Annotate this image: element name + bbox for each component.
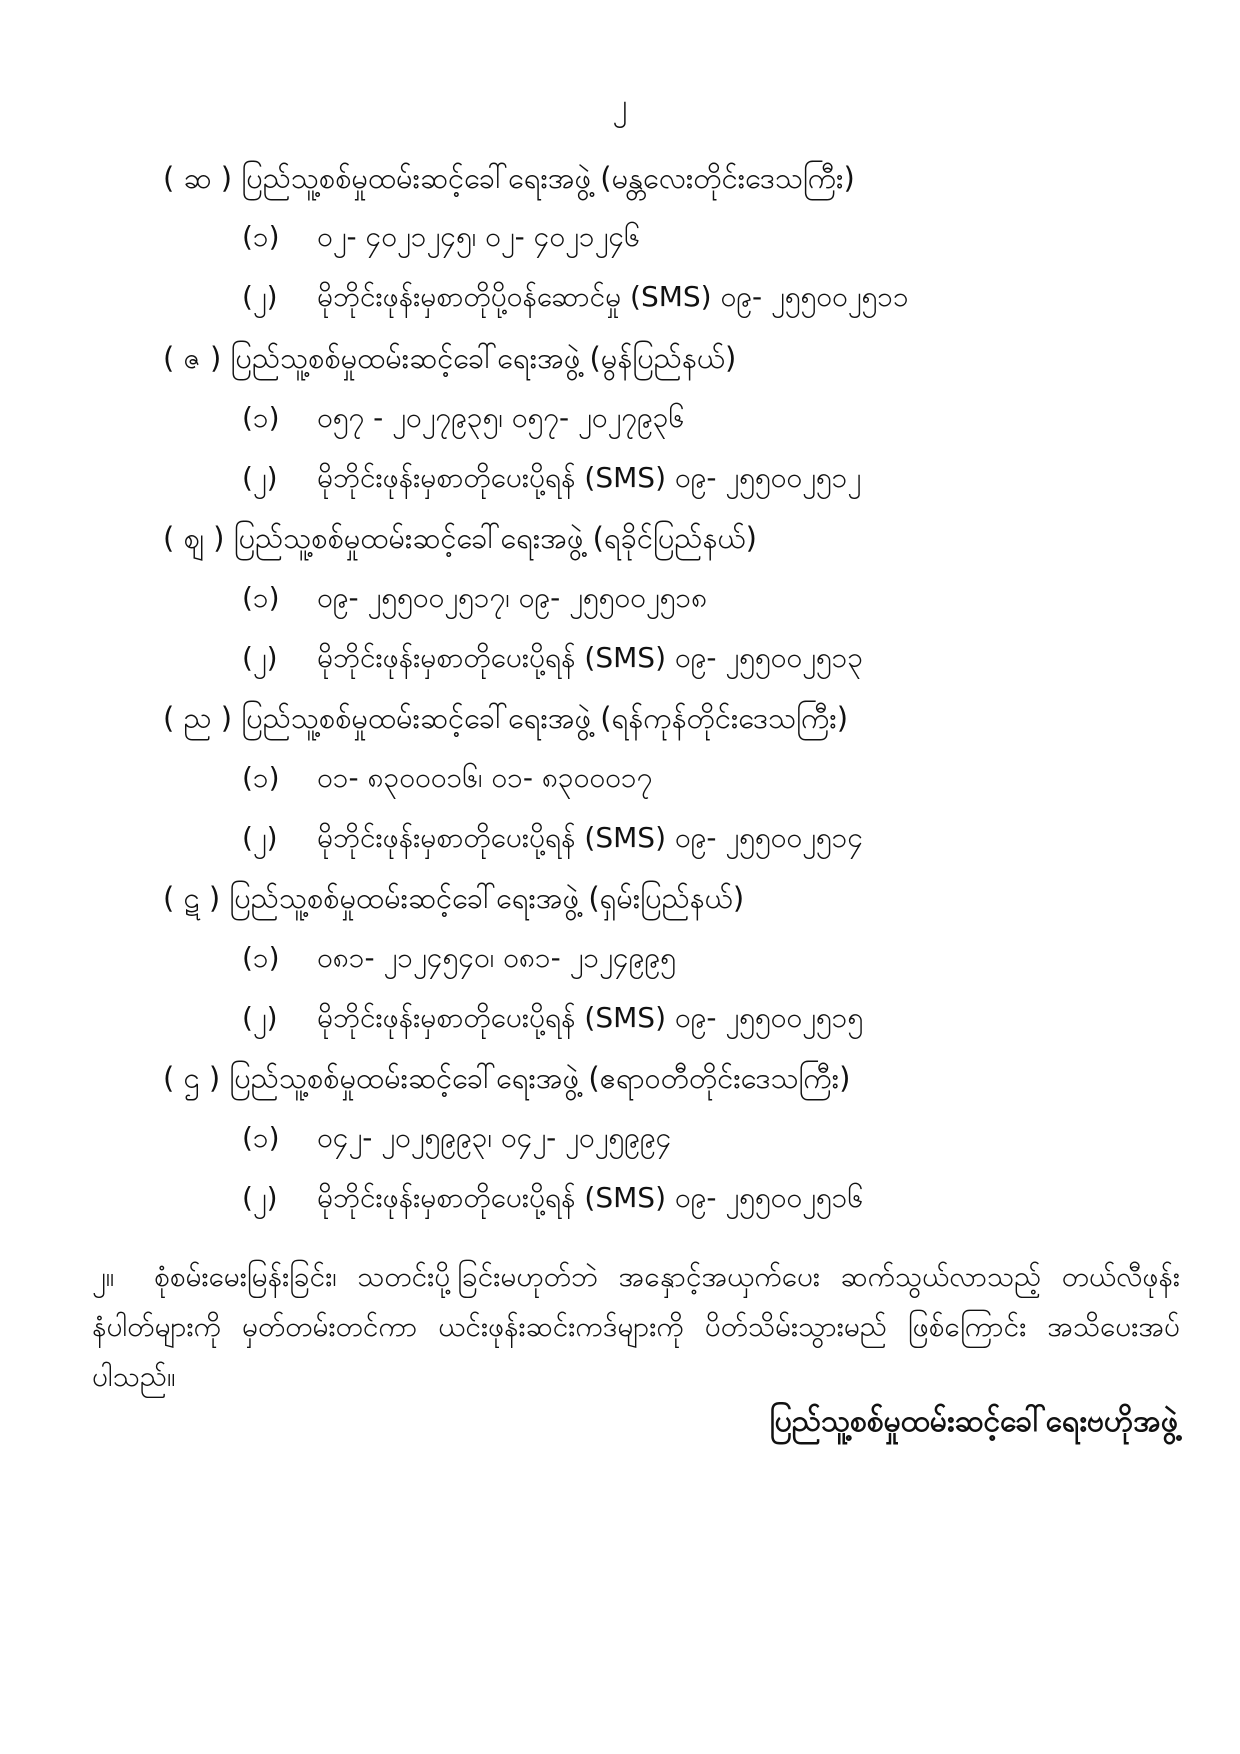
- list-item: [242, 998, 863, 1038]
- item-number: (၂): [242, 461, 278, 494]
- item-number: (၂): [242, 1001, 278, 1034]
- item-number: (၁): [242, 401, 280, 434]
- closing-note: [92, 1252, 1180, 1402]
- section-header: ( ဈ ) ပြည်သူ့စစ်မှုထမ်းဆင့်ခေါ်ရေးအဖွဲ့ (ရခိုင်ပြည်နယ်): [163, 521, 757, 555]
- item-text: မိုဘိုင်းဖုန်းမှစာတိုပေးပို့ရန် (SMS) ၀၉- ၂၅၅၀၀၂၅၁၅: [317, 1001, 864, 1034]
- item-text: ၀၄၂- ၂၀၂၅၉၉၃၊ ၀၄၂- ၂၀၂၅၉၉၄: [317, 1121, 672, 1154]
- note-number: ၂။: [92, 1260, 115, 1293]
- list-item: [242, 277, 909, 317]
- item-number: (၂): [242, 280, 278, 313]
- item-text: မိုဘိုင်းဖုန်းမှစာတိုပေးပို့ရန် (SMS) ၀၉- ၂၅၅၀၀၂၅၁၆: [317, 1181, 864, 1214]
- section-header: ( ဇ ) ပြည်သူ့စစ်မှုထမ်းဆင့်ခေါ်ရေးအဖွဲ့ (မွန်ပြည်နယ်): [163, 341, 737, 375]
- item-number: (၁): [242, 1121, 280, 1154]
- item-text: မိုဘိုင်းဖုန်းမှစာတိုပေးပို့ရန် (SMS) ၀၉- ၂၅၅၀၀၂၅၁၃: [317, 641, 864, 674]
- page-number: ၂: [612, 88, 628, 123]
- list-item: [242, 1178, 863, 1218]
- list-item: [242, 578, 707, 618]
- list-item: [242, 217, 640, 257]
- item-number: (၂): [242, 1181, 278, 1214]
- item-number: (၂): [242, 821, 278, 854]
- item-text: ၀၅၇ - ၂၀၂၇၉၃၅၊ ၀၅၇- ၂၀၂၇၉၃၆: [317, 401, 685, 434]
- item-number: (၁): [242, 581, 280, 614]
- signature-line: ပြည်သူ့စစ်မှုထမ်းဆင့်ခေါ်ရေးဗဟိုအဖွဲ့: [769, 1404, 1178, 1439]
- item-number: (၁): [242, 941, 280, 974]
- note-text: စုံစမ်းမေးမြန်းခြင်း၊ သတင်းပို့ခြင်းမဟုတ်ဘဲ အနှောင့်အယှက်ပေး ဆက်သွယ်လာသည့် တယ်လီဖုန်းနံပါတ်များကို မှတ်တမ်းတင်ကာ ယင်းဖုန်းဆင်းကဒ်များကို ပိတ်သိမ်းသွားမည် ဖြစ်ကြောင်း အသိပေးအပ်ပါသည်။: [92, 1260, 1180, 1393]
- item-text: ၀၉- ၂၅၅၀၀၂၅၁၇၊ ၀၉- ၂၅၅၀၀၂၅၁၈: [317, 581, 708, 614]
- list-item: [242, 398, 684, 438]
- list-item: [242, 1118, 671, 1158]
- item-text: ၀၁- ၈၃၀၀၀၁၆၊ ၀၁- ၈၃၀၀၀၁၇: [317, 761, 653, 794]
- list-item: [242, 638, 863, 678]
- item-number: (၁): [242, 761, 280, 794]
- section-header: ( ဆ ) ပြည်သူ့စစ်မှုထမ်းဆင့်ခေါ်ရေးအဖွဲ့ (မန္တလေးတိုင်းဒေသကြီး): [163, 161, 855, 195]
- list-item: [242, 758, 652, 798]
- item-text: ၀၈၁- ၂၁၂၄၅၄၀၊ ၀၈၁- ၂၁၂၄၉၉၅: [317, 941, 676, 974]
- item-number: (၂): [242, 641, 278, 674]
- section-header: ( ဌ ) ပြည်သူ့စစ်မှုထမ်းဆင့်ခေါ်ရေးအဖွဲ့ (ဧရာဝတီတိုင်းဒေသကြီး): [163, 1061, 851, 1095]
- item-text: မိုဘိုင်းဖုန်းမှစာတိုပေးပို့ရန် (SMS) ၀၉- ၂၅၅၀၀၂၅၁၄: [317, 821, 864, 854]
- list-item: [242, 938, 676, 978]
- section-header: ( ည ) ပြည်သူ့စစ်မှုထမ်းဆင့်ခေါ်ရေးအဖွဲ့ (ရန်ကုန်တိုင်းဒေသကြီး): [163, 701, 849, 735]
- list-item: [242, 818, 863, 858]
- item-text: မိုဘိုင်းဖုန်းမှစာတိုပို့ဝန်ဆောင်မှု (SMS) ၀၉- ၂၅၅၀၀၂၅၁၁: [317, 280, 909, 313]
- item-text: ၀၂- ၄၀၂၁၂၄၅၊ ၀၂- ၄၀၂၁၂၄၆: [317, 220, 640, 253]
- item-text: မိုဘိုင်းဖုန်းမှစာတိုပေးပို့ရန် (SMS) ၀၉- ၂၅၅၀၀၂၅၁၂: [317, 461, 862, 494]
- section-header: ( ဋ ) ပြည်သူ့စစ်မှုထမ်းဆင့်ခေါ်ရေးအဖွဲ့ (ရှမ်းပြည်နယ်): [163, 881, 745, 915]
- list-item: [242, 458, 861, 498]
- item-number: (၁): [242, 220, 280, 253]
